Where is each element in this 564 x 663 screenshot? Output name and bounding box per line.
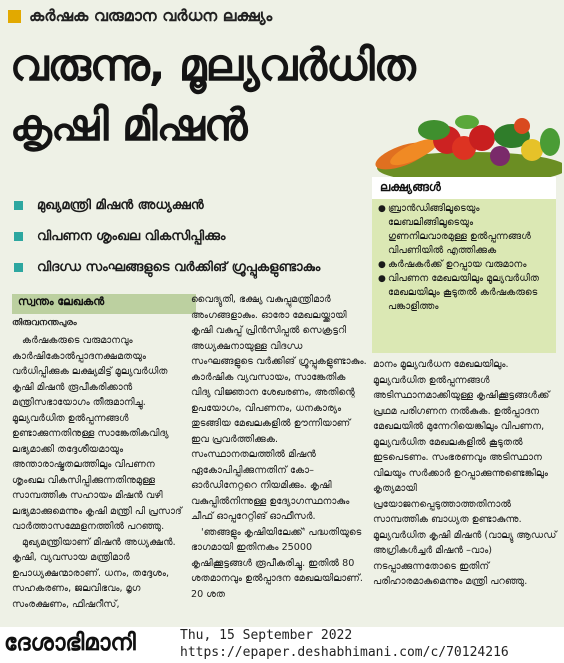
byline: സ്വന്തം ലേഖകൻ (12, 294, 196, 314)
kicker-text: കർഷക വരുമാന വർധന ലക്ഷ്യം (29, 6, 273, 25)
highlight-item (14, 221, 374, 252)
goal-text: വിപണന മേഖലയിലും മൂല്യവർധിത മേഖലയിലും കൂടുതൽ കർഷകരുടെ പങ്കാളിത്തം (388, 273, 539, 312)
newspaper-masthead: ദേശാഭിമാനി (4, 630, 136, 656)
goals-box-body (372, 199, 556, 353)
kicker-square-icon (8, 10, 21, 23)
bullet-dot-icon: ● (378, 204, 386, 214)
dateline: തിരുവനന്തപുരം (12, 318, 77, 328)
article-column-3 (373, 357, 557, 590)
vegetables-image (372, 108, 562, 184)
goal-item (378, 258, 550, 272)
goals-box (372, 177, 556, 352)
bullet-dot-icon: ● (378, 260, 386, 270)
goal-item (378, 202, 550, 258)
paragraph: കർഷകരുടെ വരുമാനവും കാർഷികോൽപ്പാദനക്ഷമതയും വർധിപ്പിക്കുക ലക്ഷ്യമിട്ട് മൂല്യവർധിത കൃഷി മിഷൻ രൂപീകരിക്കാൻ മന്ത്രിസഭായോഗം തീരുമാനിച്ചു. മൂല്യവർധിത ഉൽപ്പന്നങ്ങൾ ഉണ്ടാക്കുന്നതിനുള്ള സാങ്കേതികവിദ്യ ലഭ്യമാക്കി തദ്ദേശീയമായും അന്താരാഷ്ട്രതലത്തിലും വിപണന ശൃംഖല വികസിപ്പിക്കുന്നതിനുമുള്ള സാമ്പത്തിക സഹായം മിഷൻ വഴി ലഭ്യമാക്കുമെന്നും കൃഷി മന്ത്രി പി പ്രസാദ് വാർത്താസമ്മേളനത്തിൽ പറഞ്ഞു. (12, 335, 182, 532)
paragraph: മാനം മൂല്യവർധന മേഖലയിലും. മൂല്യവർധിത ഉൽപ്പന്നങ്ങൾ അടിസ്ഥാനമാക്കിയുള്ള കൃഷിക്കൂട്ടങ്ങൾക്ക് പ്രഥമ പരിഗണന നൽകുക. ഉൽപ്പാദന മേഖലയിൽ മുന്നേറിയെങ്കിലും വിപണന, മൂല്യവർധിത മേഖലകളിൽ കൂടുതൽ ഇടപെടണം. സംഭരണവും അടിസ്ഥാന വിലയും സർക്കാർ ഉറപ്പാക്കുന്നുണ്ടെങ്കിലും കൃത്യമായി പ്രയോജനപ്പെടുത്താത്തതിനാൽ സാമ്പത്തിക ബാധ്യത ഉണ്ടാകുന്നു. മൂല്യവർധിത കൃഷി മിഷൻ (വാല്യു ആഡഡ് അഗ്രികൾച്ചർ മിഷൻ –വാം) നടപ്പാക്കുന്നതോടെ ഇതിന് പരിഹാരമാകുമെന്നും മന്ത്രി പറഞ്ഞു. (373, 359, 557, 587)
goal-item (378, 272, 550, 314)
source-url[interactable]: https://epaper.deshabhimani.com/c/70124216 (180, 645, 509, 660)
paragraph: മുഖ്യമന്ത്രിയാണ് മിഷൻ അധ്യക്ഷൻ. കൃഷി, വ്യവസായ മന്ത്രിമാർ ഉപാധ്യക്ഷന്മാരാണ്. ധനം, തദ്ദേശം, സഹകരണം, ജലവിഭവം, മൃഗ സംരക്ഷണം, ഫിഷറീസ്, (12, 536, 176, 610)
bullet-square-icon (14, 263, 23, 272)
bullet-square-icon (14, 232, 23, 241)
highlight-item (14, 190, 374, 221)
highlight-text: വിദഗ്ധ സംഘങ്ങളുടെ വർക്കിങ് ഗ്രൂപ്പുകളുണ്ടാകും (37, 260, 321, 275)
bullet-dot-icon: ● (378, 274, 386, 284)
paragraph: വൈദ്യുതി, ഭക്ഷ്യ വകുപ്പുമന്ത്രിമാർ അംഗങ്ങളാകും. ഓരോ മേഖലയ്ക്കായി കൃഷി വകുപ്പ് പ്രിൻസിപ്പൽ സെക്രട്ടറി അധ്യക്ഷനായുള്ള വിദഗ്ധ സംഘങ്ങളുടെ വർക്കിങ് ഗ്രൂപ്പുകളുണ്ടാകും. കാർഷിക വ്യവസായം, സാങ്കേതിക വിദ്യ വിജ്ഞാന ശേഖരണം, അതിന്റെ ഉപയോഗം, വിപണനം, ധനകാര്യം തുടങ്ങിയ മേഖലകളിൽ ഊന്നിയാണ് ഇവ പ്രവർത്തിക്കുക. സംസ്ഥാനതലത്തിൽ മിഷൻ ഏകോപിപ്പിക്കുന്നതിന് കോ– ഓർഡിനേറ്ററെ നിയമിക്കും. കൃഷി വകുപ്പിൽനിന്നുള്ള ഉദ്യോഗസ്ഥനാകും ചീഫ് ഓപ്പറേറ്റിങ് ഓഫീസർ. (191, 294, 367, 522)
paragraph: 'ഞങ്ങളും കൃഷിയിലേക്ക്' പദ്ധതിയുടെ ഭാഗമായി ഇതിനകം 25000 കൃഷിക്കൂട്ടങ്ങൾ രൂപീകരിച്ചു. ഇതിൽ 80 ശതമാനവും ഉൽപ്പാദന മേഖലയിലാണ്. 20 ശത (191, 526, 363, 600)
highlight-text: മുഖ്യമന്ത്രി മിഷൻ അധ്യക്ഷൻ (37, 198, 204, 213)
bullet-square-icon (14, 201, 23, 210)
highlight-item (14, 252, 374, 283)
publish-date: Thu, 15 September 2022 (180, 628, 353, 643)
clip-meta (180, 627, 509, 661)
goal-text: ബ്രാൻഡിങ്ങിലൂടെയും ലേബലിങ്ങിലൂടെയും ഗുണനിലവാരമുള്ള ഉൽപ്പന്നങ്ങൾ വിപണിയിൽ എത്തിക്കുക (388, 203, 531, 256)
highlight-text: വിപണന ശൃംഖല വികസിപ്പിക്കും (37, 229, 226, 244)
headline: വരുന്നു, മൂല്യവർധിത കൃഷി മിഷൻ (10, 40, 415, 151)
article-column-2 (191, 292, 367, 602)
goal-text: കർഷകർക്ക് ഉറപ്പായ വരുമാനം (388, 259, 527, 270)
kicker (8, 4, 272, 28)
goals-box-title: ലക്ഷ്യങ്ങൾ (372, 177, 556, 199)
article-column-1 (12, 333, 186, 612)
highlights-list (14, 190, 374, 283)
